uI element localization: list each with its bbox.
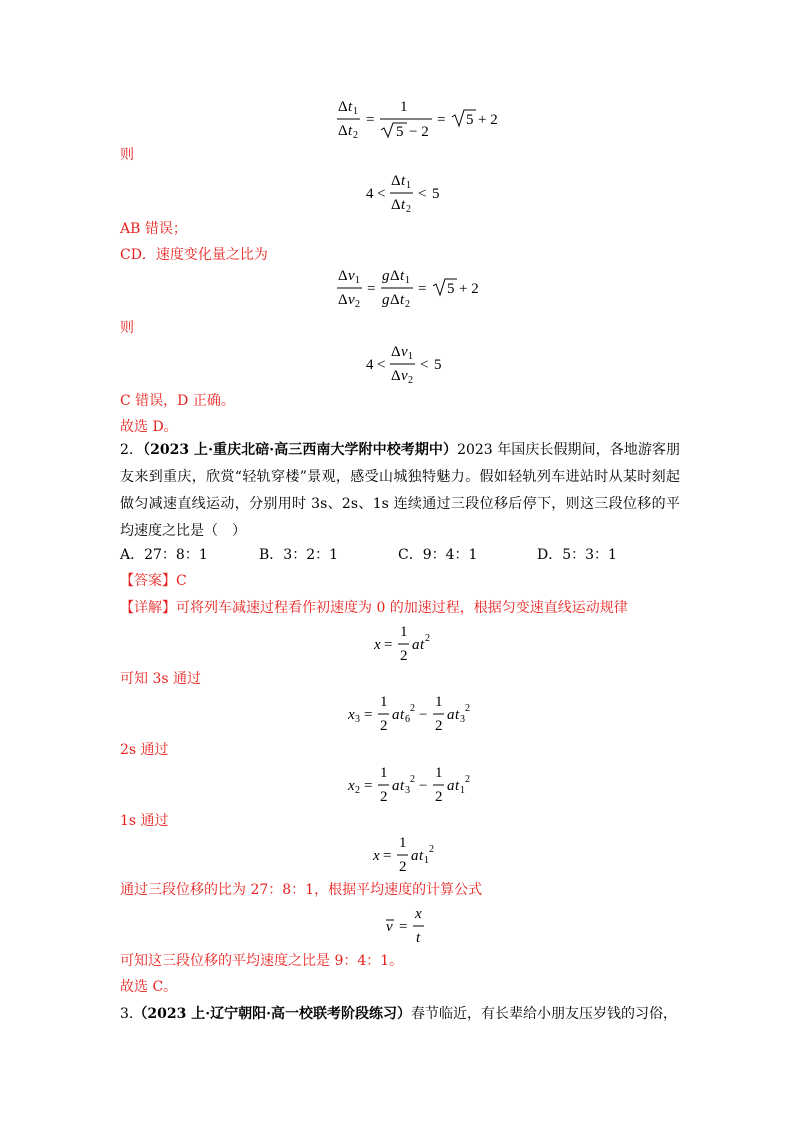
svg-text:1: 1 — [399, 835, 407, 851]
text-ratio: 通过三段位移的比为 27：8：1，根据平均速度的计算公式 — [120, 882, 483, 898]
svg-text:6: 6 — [405, 714, 410, 725]
svg-text:x: x — [373, 848, 380, 864]
svg-text:Δ: Δ — [390, 268, 400, 284]
formula-time-inequality — [120, 167, 680, 217]
svg-text:v: v — [386, 919, 393, 935]
text-conclusion: 可知这三段位移的平均速度之比是 9：4：1。 — [120, 953, 404, 969]
svg-text:a: a — [392, 778, 400, 794]
svg-text:1: 1 — [435, 694, 443, 710]
svg-text:=: = — [364, 707, 373, 723]
text-c-wrong-d-right: C 错误，D 正确。 — [120, 393, 235, 409]
plus-2: + 2 — [478, 112, 498, 128]
question-2-options — [120, 545, 676, 565]
svg-text:a: a — [411, 848, 419, 864]
question-2-stem — [120, 437, 680, 545]
svg-text:+ 2: + 2 — [459, 281, 479, 297]
svg-text:t: t — [401, 197, 406, 213]
svg-text:4: 4 — [366, 357, 374, 373]
svg-text:x: x — [415, 906, 422, 922]
svg-text:2: 2 — [408, 375, 413, 386]
svg-text:5: 5 — [432, 186, 440, 202]
text-1s: 1s 通过 — [120, 813, 169, 829]
option-a[interactable]: A．27：8：1 — [120, 547, 208, 563]
svg-text:t: t — [455, 778, 460, 794]
svg-text:2: 2 — [400, 648, 408, 664]
svg-text:4: 4 — [366, 186, 374, 202]
svg-text:2: 2 — [410, 703, 415, 714]
svg-text:1: 1 — [408, 351, 413, 362]
svg-text:v: v — [348, 292, 355, 308]
question-number: 2． — [120, 442, 144, 458]
question-source: （2023 上·辽宁朝阳·高一校联考阶段练习） — [133, 1006, 411, 1022]
text-choose-d: 故选 D。 — [120, 419, 178, 435]
detail-text: 可将列车减速过程看作初速度为 0 的加速过程，根据匀变速直线运动规律 — [176, 600, 628, 616]
svg-text:Δ: Δ — [391, 197, 401, 213]
svg-text:1: 1 — [405, 275, 410, 286]
svg-text:Δ: Δ — [390, 292, 400, 308]
svg-text:5: 5 — [434, 357, 442, 373]
svg-text:t: t — [455, 707, 460, 723]
svg-text:2: 2 — [410, 774, 415, 785]
svg-text:2: 2 — [355, 299, 360, 310]
svg-text:x: x — [348, 778, 355, 794]
fraction-dt1-dt2 — [337, 99, 360, 141]
svg-text:g: g — [382, 268, 390, 284]
svg-text:Δ: Δ — [338, 292, 348, 308]
svg-text:2: 2 — [465, 703, 470, 714]
svg-text:2: 2 — [405, 299, 410, 310]
svg-text:v: v — [348, 268, 355, 284]
svg-text:a: a — [447, 707, 455, 723]
formula-x1 — [120, 829, 680, 879]
svg-text:5: 5 — [447, 281, 455, 297]
text-choose-c: 故选 C。 — [120, 979, 178, 995]
formula-time-ratio — [120, 93, 680, 143]
svg-text:=: = — [364, 778, 373, 794]
svg-text:3: 3 — [460, 714, 465, 725]
svg-text:2: 2 — [429, 844, 434, 855]
equals: = — [366, 112, 375, 128]
svg-text:1: 1 — [355, 275, 360, 286]
text-ze-1: 则 — [120, 147, 134, 163]
svg-text:Δ: Δ — [338, 268, 348, 284]
svg-text:<: < — [377, 186, 386, 202]
svg-text:3: 3 — [355, 714, 360, 725]
svg-text:t: t — [416, 930, 421, 946]
detail-intro — [120, 598, 628, 618]
delta-symbol: Δ — [338, 99, 348, 115]
svg-text:1: 1 — [406, 180, 411, 191]
numerator-1: 1 — [400, 99, 408, 115]
text-ze-2: 则 — [120, 320, 134, 336]
formula-x3 — [120, 688, 680, 738]
var-t: t — [348, 123, 353, 139]
svg-text:=: = — [383, 848, 392, 864]
var-t: t — [348, 99, 353, 115]
formula-velocity-ratio — [120, 262, 680, 312]
question-number: 3. — [120, 1006, 134, 1022]
svg-text:1: 1 — [424, 855, 429, 866]
formula-x2 — [120, 759, 680, 809]
svg-text:=: = — [367, 281, 376, 297]
svg-text:t: t — [400, 268, 405, 284]
detail-label: 【详解】 — [120, 600, 176, 616]
svg-text:Δ: Δ — [391, 173, 401, 189]
svg-text:1: 1 — [400, 624, 408, 640]
svg-text:2: 2 — [435, 718, 443, 734]
text-ab-wrong: AB 错误； — [120, 221, 187, 237]
svg-text:t: t — [420, 637, 425, 653]
svg-text:<: < — [418, 186, 427, 202]
fraction-1-over-sqrt5-minus-2 — [380, 99, 432, 140]
svg-text:v: v — [401, 344, 408, 360]
svg-text:Δ: Δ — [391, 368, 401, 384]
svg-text:2: 2 — [425, 633, 430, 644]
svg-text:3: 3 — [405, 785, 410, 796]
answer-label: 【答案】C — [120, 573, 187, 589]
formula-velocity-inequality — [120, 338, 680, 388]
svg-text:=: = — [384, 637, 393, 653]
svg-text:t: t — [419, 848, 424, 864]
text-2s: 2s 通过 — [120, 742, 169, 758]
svg-text:v: v — [401, 368, 408, 384]
option-d[interactable]: D．5：3：1 — [537, 547, 617, 563]
svg-text:=: = — [418, 281, 427, 297]
svg-text:t: t — [400, 778, 405, 794]
question-3-stem — [120, 1004, 677, 1024]
svg-text:1: 1 — [380, 765, 388, 781]
svg-text:2: 2 — [380, 789, 388, 805]
radicand-5: 5 — [466, 112, 474, 128]
radicand-5: 5 — [396, 124, 404, 140]
option-c[interactable]: C．9：4：1 — [398, 547, 478, 563]
sub-2: 2 — [353, 130, 358, 141]
question-text: 春节临近，有长辈给小朋友压岁钱的习俗， — [410, 1006, 677, 1022]
formula-average-velocity — [120, 900, 680, 950]
svg-text:x: x — [348, 707, 355, 723]
svg-text:a: a — [392, 707, 400, 723]
sub-1: 1 — [353, 106, 358, 117]
question-source: （2023 上·重庆北碚·高三西南大学附中校考期中） — [143, 442, 458, 458]
svg-text:t: t — [400, 707, 405, 723]
minus-2: − 2 — [409, 124, 429, 140]
svg-text:−: − — [419, 778, 428, 794]
svg-text:<: < — [420, 357, 429, 373]
svg-text:Δ: Δ — [391, 344, 401, 360]
svg-text:=: = — [399, 919, 408, 935]
svg-text:−: − — [419, 707, 428, 723]
svg-text:2: 2 — [465, 774, 470, 785]
svg-text:2: 2 — [399, 859, 407, 875]
svg-text:1: 1 — [435, 765, 443, 781]
option-b[interactable]: B．3：2：1 — [259, 547, 339, 563]
delta-symbol: Δ — [338, 123, 348, 139]
svg-text:1: 1 — [380, 694, 388, 710]
svg-text:2: 2 — [435, 789, 443, 805]
formula-displacement — [120, 618, 680, 668]
svg-text:<: < — [377, 357, 386, 373]
svg-text:a: a — [447, 778, 455, 794]
svg-text:a: a — [412, 637, 420, 653]
equals: = — [437, 112, 446, 128]
svg-text:1: 1 — [460, 785, 465, 796]
svg-text:t: t — [401, 173, 406, 189]
svg-text:2: 2 — [380, 718, 388, 734]
svg-text:2: 2 — [406, 204, 411, 215]
svg-text:2: 2 — [355, 785, 360, 796]
text-cd-intro: CD．速度变化量之比为 — [120, 247, 268, 263]
text-3s: 可知 3s 通过 — [120, 671, 201, 687]
svg-text:g: g — [382, 292, 390, 308]
question-text: 2023 年国庆长假期间，各地游客朋友来到重庆，欣赏“轻轨穿楼”景观，感受山城独特魅力。假如轻轨列车进站时从某时刻起做匀减速直线运动，分别用时 3s、2s、1s 连续通过三段位移后停下，则这三段位移的平均速度之比是（ ） — [120, 442, 680, 539]
svg-text:x: x — [374, 637, 381, 653]
svg-text:t: t — [400, 292, 405, 308]
